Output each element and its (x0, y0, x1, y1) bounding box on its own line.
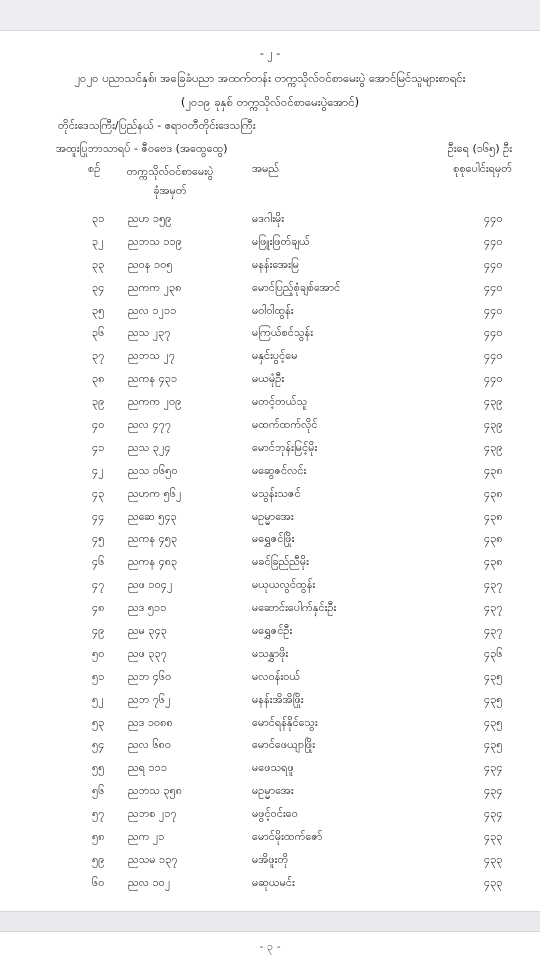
row-number: ၄၄ (92, 509, 105, 523)
header-marks: စုစုပေါင်းရမှတ် (453, 162, 512, 175)
row-roll-number: ညဒ ၅၁၁ (128, 601, 167, 615)
row-name: မဝါဝါထွန်း (252, 303, 294, 317)
table-row (0, 209, 540, 232)
row-marks: ၄၄၀ (484, 349, 503, 363)
row-name: မယမုံဦး (252, 372, 285, 386)
row-name: မသနွှာဖိုး (252, 646, 289, 660)
row-name: မဖြူးဖြတ်ချယ် (252, 234, 310, 248)
table-row (0, 461, 540, 484)
row-roll-number: ညဖ ၁၀၄၂ (128, 578, 173, 592)
row-marks: ၄၃၉ (484, 395, 503, 409)
row-roll-number: ညကက ၂၃၈ (128, 280, 182, 294)
row-marks: ၄၃၉ (484, 440, 503, 454)
row-roll-number: ညဘ ၇၆၂ (128, 692, 171, 706)
row-name: မရွှေဇင်ဖြိုး (252, 532, 295, 546)
row-marks: ၄၃၅ (484, 692, 503, 706)
row-marks: ၄၄၀ (484, 212, 503, 225)
row-name: မတင့်တယ်သူ (252, 395, 308, 409)
header-roll-number (115, 162, 225, 200)
row-number: ၃၁ (92, 212, 105, 225)
table-row (0, 552, 540, 575)
row-number: ၅၀ (92, 646, 105, 660)
row-name: မလဝန်းဝယ် (252, 669, 301, 683)
row-roll-number: ညက ၂၁ (128, 830, 165, 844)
row-number: ၃၄ (92, 280, 105, 294)
row-roll-number: ညဘ ၄၆၀ (128, 669, 172, 683)
row-name: မောင်ရန်နိုင်သွေး (252, 715, 318, 729)
row-marks: ၄၃၄ (484, 807, 503, 821)
row-number: ၃၅ (92, 303, 105, 317)
row-roll-number: ညသမ ၁၃၇ (128, 852, 178, 866)
row-number: ၃၃ (92, 257, 105, 271)
region-line: တိုင်းဒေသကြီး/ပြည်နယ် - ဧရာဝတီတိုင်းဒေသကြီး (58, 119, 256, 132)
row-marks: ၄၃၇ (484, 578, 503, 592)
row-number: ၅၃ (92, 715, 105, 729)
row-name: မအိဖူးတို (252, 852, 289, 866)
header-name: အမည် (252, 162, 280, 175)
next-document-page (0, 931, 540, 972)
row-marks: ၄၃၃ (484, 852, 503, 866)
row-name: မနန်းအိအိဖြိုး (252, 692, 304, 706)
table-row (0, 804, 540, 827)
document-page (0, 30, 540, 912)
table-row (0, 438, 540, 461)
table-row (0, 827, 540, 850)
table-row (0, 735, 540, 758)
row-number: ၅၂ (92, 692, 104, 706)
row-marks: ၄၃၃ (484, 875, 503, 889)
row-number: ၅၆ (92, 784, 105, 798)
table-row (0, 369, 540, 392)
row-roll-number: ညရ ၁၁၁ (128, 761, 168, 775)
row-number: ၃၇ (92, 349, 105, 363)
row-roll-number: ညဖ ၃၃၇ (128, 646, 167, 660)
row-roll-number: ညသ ၂၃၇ (128, 326, 171, 340)
row-name: မယုယလွင်ထွန်း (252, 578, 316, 592)
row-marks: ၄၃၇ (484, 601, 503, 615)
viewer-top-bar (0, 0, 540, 30)
header-no: စဉ် (88, 162, 101, 175)
results-table (0, 209, 540, 896)
row-number: ၃၉ (92, 395, 105, 409)
table-row (0, 323, 540, 346)
row-marks: ၄၃၃ (484, 830, 503, 844)
row-number: ၅၁ (92, 669, 105, 683)
row-roll-number: ညဟက ၅၆၂ (128, 486, 182, 500)
header-roll-line1: တက္ကသိုလ်ဝင်စာမေးပွဲ (126, 165, 214, 178)
row-number: ၆၀ (92, 875, 105, 889)
total-count: ဦးရေ (၁၆၅) ဦး (447, 142, 512, 155)
row-marks: ၄၄၀ (484, 257, 503, 271)
subject-line: အထူးပြုဘာသာရပ် - ဇီဝဗေဒ (အထွေထွေ) (56, 142, 228, 155)
row-number: ၅၈ (92, 830, 105, 844)
row-name: မနှင်းပွင့်မေ (252, 349, 298, 363)
row-number: ၃၆ (92, 326, 105, 340)
next-page-number: - ၃ - (259, 940, 281, 953)
row-number: ၃၈ (92, 372, 105, 386)
row-roll-number: ညဘစ ၂၁၇ (128, 807, 177, 821)
row-name: မဥမ္မာအေး (252, 784, 294, 798)
row-number: ၄၁ (92, 440, 105, 454)
row-marks: ၄၃၆ (484, 646, 503, 660)
row-number: ၅၅ (92, 761, 105, 775)
document-subtitle: (၂၀၁၉ ခုနှစ် တက္ကသိုလ်ဝင်စာမေးပွဲအောင်) (180, 95, 360, 109)
row-number: ၄၉ (92, 624, 105, 638)
row-number: ၄၂ (92, 463, 104, 477)
row-name: မဆောင်းပေါက်နှင်းဦး (252, 601, 337, 615)
row-roll-number: ညဘသ ၃၅၈ (128, 784, 183, 798)
row-marks: ၄၄၀ (484, 303, 503, 317)
row-name: မောင်မိုးထက်ဇော် (252, 830, 323, 844)
table-row (0, 575, 540, 598)
row-number: ၅၉ (92, 852, 105, 866)
row-name: မဥမ္မာအေး (252, 509, 294, 523)
row-roll-number: ညဘသ ၂၇ (128, 349, 175, 363)
table-row (0, 690, 540, 713)
row-roll-number: ညလ ၁၀၂ (128, 875, 171, 889)
table-row (0, 346, 540, 369)
table-row (0, 529, 540, 552)
row-roll-number: ညကန ၄၃၁ (128, 372, 178, 386)
row-roll-number: ညကန ၄၅၃ (128, 532, 178, 546)
table-row (0, 278, 540, 301)
table-row (0, 255, 540, 278)
row-name: မနန်းအေးမြ (252, 257, 300, 271)
row-roll-number: ညဒ ၁၀၈၈ (128, 715, 173, 729)
row-name: မခင်ခြည်ညီမိုး (252, 555, 309, 569)
row-number: ၄၆ (92, 555, 105, 569)
row-roll-number: ညဆေ ၅၄၃ (128, 509, 177, 523)
row-marks: ၄၃၅ (484, 669, 503, 683)
row-number: ၄၈ (92, 601, 105, 615)
row-name: မထက်ထက်လိုင် (252, 418, 318, 432)
row-name: မကြယ်စင်သွန်း (252, 326, 313, 340)
row-name: မဒဂါးမိုး (252, 212, 285, 225)
row-name: မောင်ပြည့်စုံချစ်အောင် (252, 280, 341, 294)
row-name: မဆွေဇင်လင်း (252, 463, 307, 477)
row-marks: ၄၃၄ (484, 784, 503, 798)
row-marks: ၄၃၅ (484, 738, 503, 752)
row-roll-number: ညကက ၂၀၉ (128, 395, 182, 409)
table-row (0, 713, 540, 736)
document-title: ၂၀၂၀ ပညာသင်နှစ်၊ အခြေခံပညာ အထက်တန်း တက္ကသိုလ်ဝင်စာမေးပွဲ အောင်မြင်သူများစာရင်း (74, 71, 466, 85)
table-row (0, 644, 540, 667)
row-roll-number: ညမ ၃၄၃ (128, 624, 167, 638)
row-roll-number: ညလ ၄၇၇ (128, 418, 172, 432)
row-name: မသွန်းသဇင် (252, 486, 301, 500)
row-marks: ၄၃၄ (484, 761, 503, 775)
table-row (0, 758, 540, 781)
page-number: - ၂ - (259, 47, 281, 60)
row-marks: ၄၄၀ (484, 280, 503, 294)
table-row (0, 850, 540, 873)
row-roll-number: ညလ ၆၈၀ (128, 738, 172, 752)
row-name: မဖေသရဖူ (252, 761, 294, 775)
table-row (0, 232, 540, 255)
table-row (0, 667, 540, 690)
table-row (0, 781, 540, 804)
table-row (0, 484, 540, 507)
row-name: မရွှေဇင်ဦး (252, 624, 293, 638)
row-number: ၄၅ (92, 532, 105, 546)
row-marks: ၄၃၈ (484, 463, 503, 477)
row-number: ၄၃ (92, 486, 105, 500)
table-row (0, 873, 540, 896)
table-row (0, 507, 540, 530)
row-roll-number: ညသ ၁၆၅၀ (128, 463, 178, 477)
table-row (0, 598, 540, 621)
row-roll-number: ညလ ၁၂၁၁ (128, 303, 177, 317)
table-row (0, 392, 540, 415)
row-roll-number: ညသ ၃၂၄ (128, 440, 171, 454)
table-row (0, 621, 540, 644)
row-number: ၅၇ (92, 807, 105, 821)
row-marks: ၄၃၈ (484, 532, 503, 546)
row-name: မောင်ဖေယျာဖြိုး (252, 738, 316, 752)
row-name: မဖွင့်ဝင်းဝေ (252, 807, 298, 821)
row-marks: ၄၄၀ (484, 234, 503, 248)
row-marks: ၄၃၈ (484, 509, 503, 523)
row-marks: ၄၃၅ (484, 715, 503, 729)
row-marks: ၄၄၀ (484, 326, 503, 340)
row-number: ၃၂ (92, 234, 104, 248)
row-number: ၄၀ (92, 418, 105, 432)
row-marks: ၄၃၈ (484, 486, 503, 500)
row-roll-number: ညဟ ၁၅၉ (128, 212, 172, 225)
table-row (0, 415, 540, 438)
header-roll-line2: ခုံအမှတ် (153, 184, 187, 197)
row-name: မဆုယမင်း (252, 875, 295, 889)
row-roll-number: ညဝန ၁၀၅ (128, 257, 173, 271)
row-roll-number: ညဘသ ၁၁၉ (128, 234, 182, 248)
row-number: ၄၇ (92, 578, 105, 592)
row-number: ၅၄ (92, 738, 105, 752)
table-row (0, 301, 540, 324)
row-roll-number: ညကန ၄၈၃ (128, 555, 178, 569)
row-marks: ၄၃၉ (484, 418, 503, 432)
row-marks: ၄၄၀ (484, 372, 503, 386)
row-marks: ၄၃၈ (484, 555, 503, 569)
row-name: မောင်ဘုန်းမြင့်မိုး (252, 440, 318, 454)
row-marks: ၄၃၇ (484, 624, 503, 638)
